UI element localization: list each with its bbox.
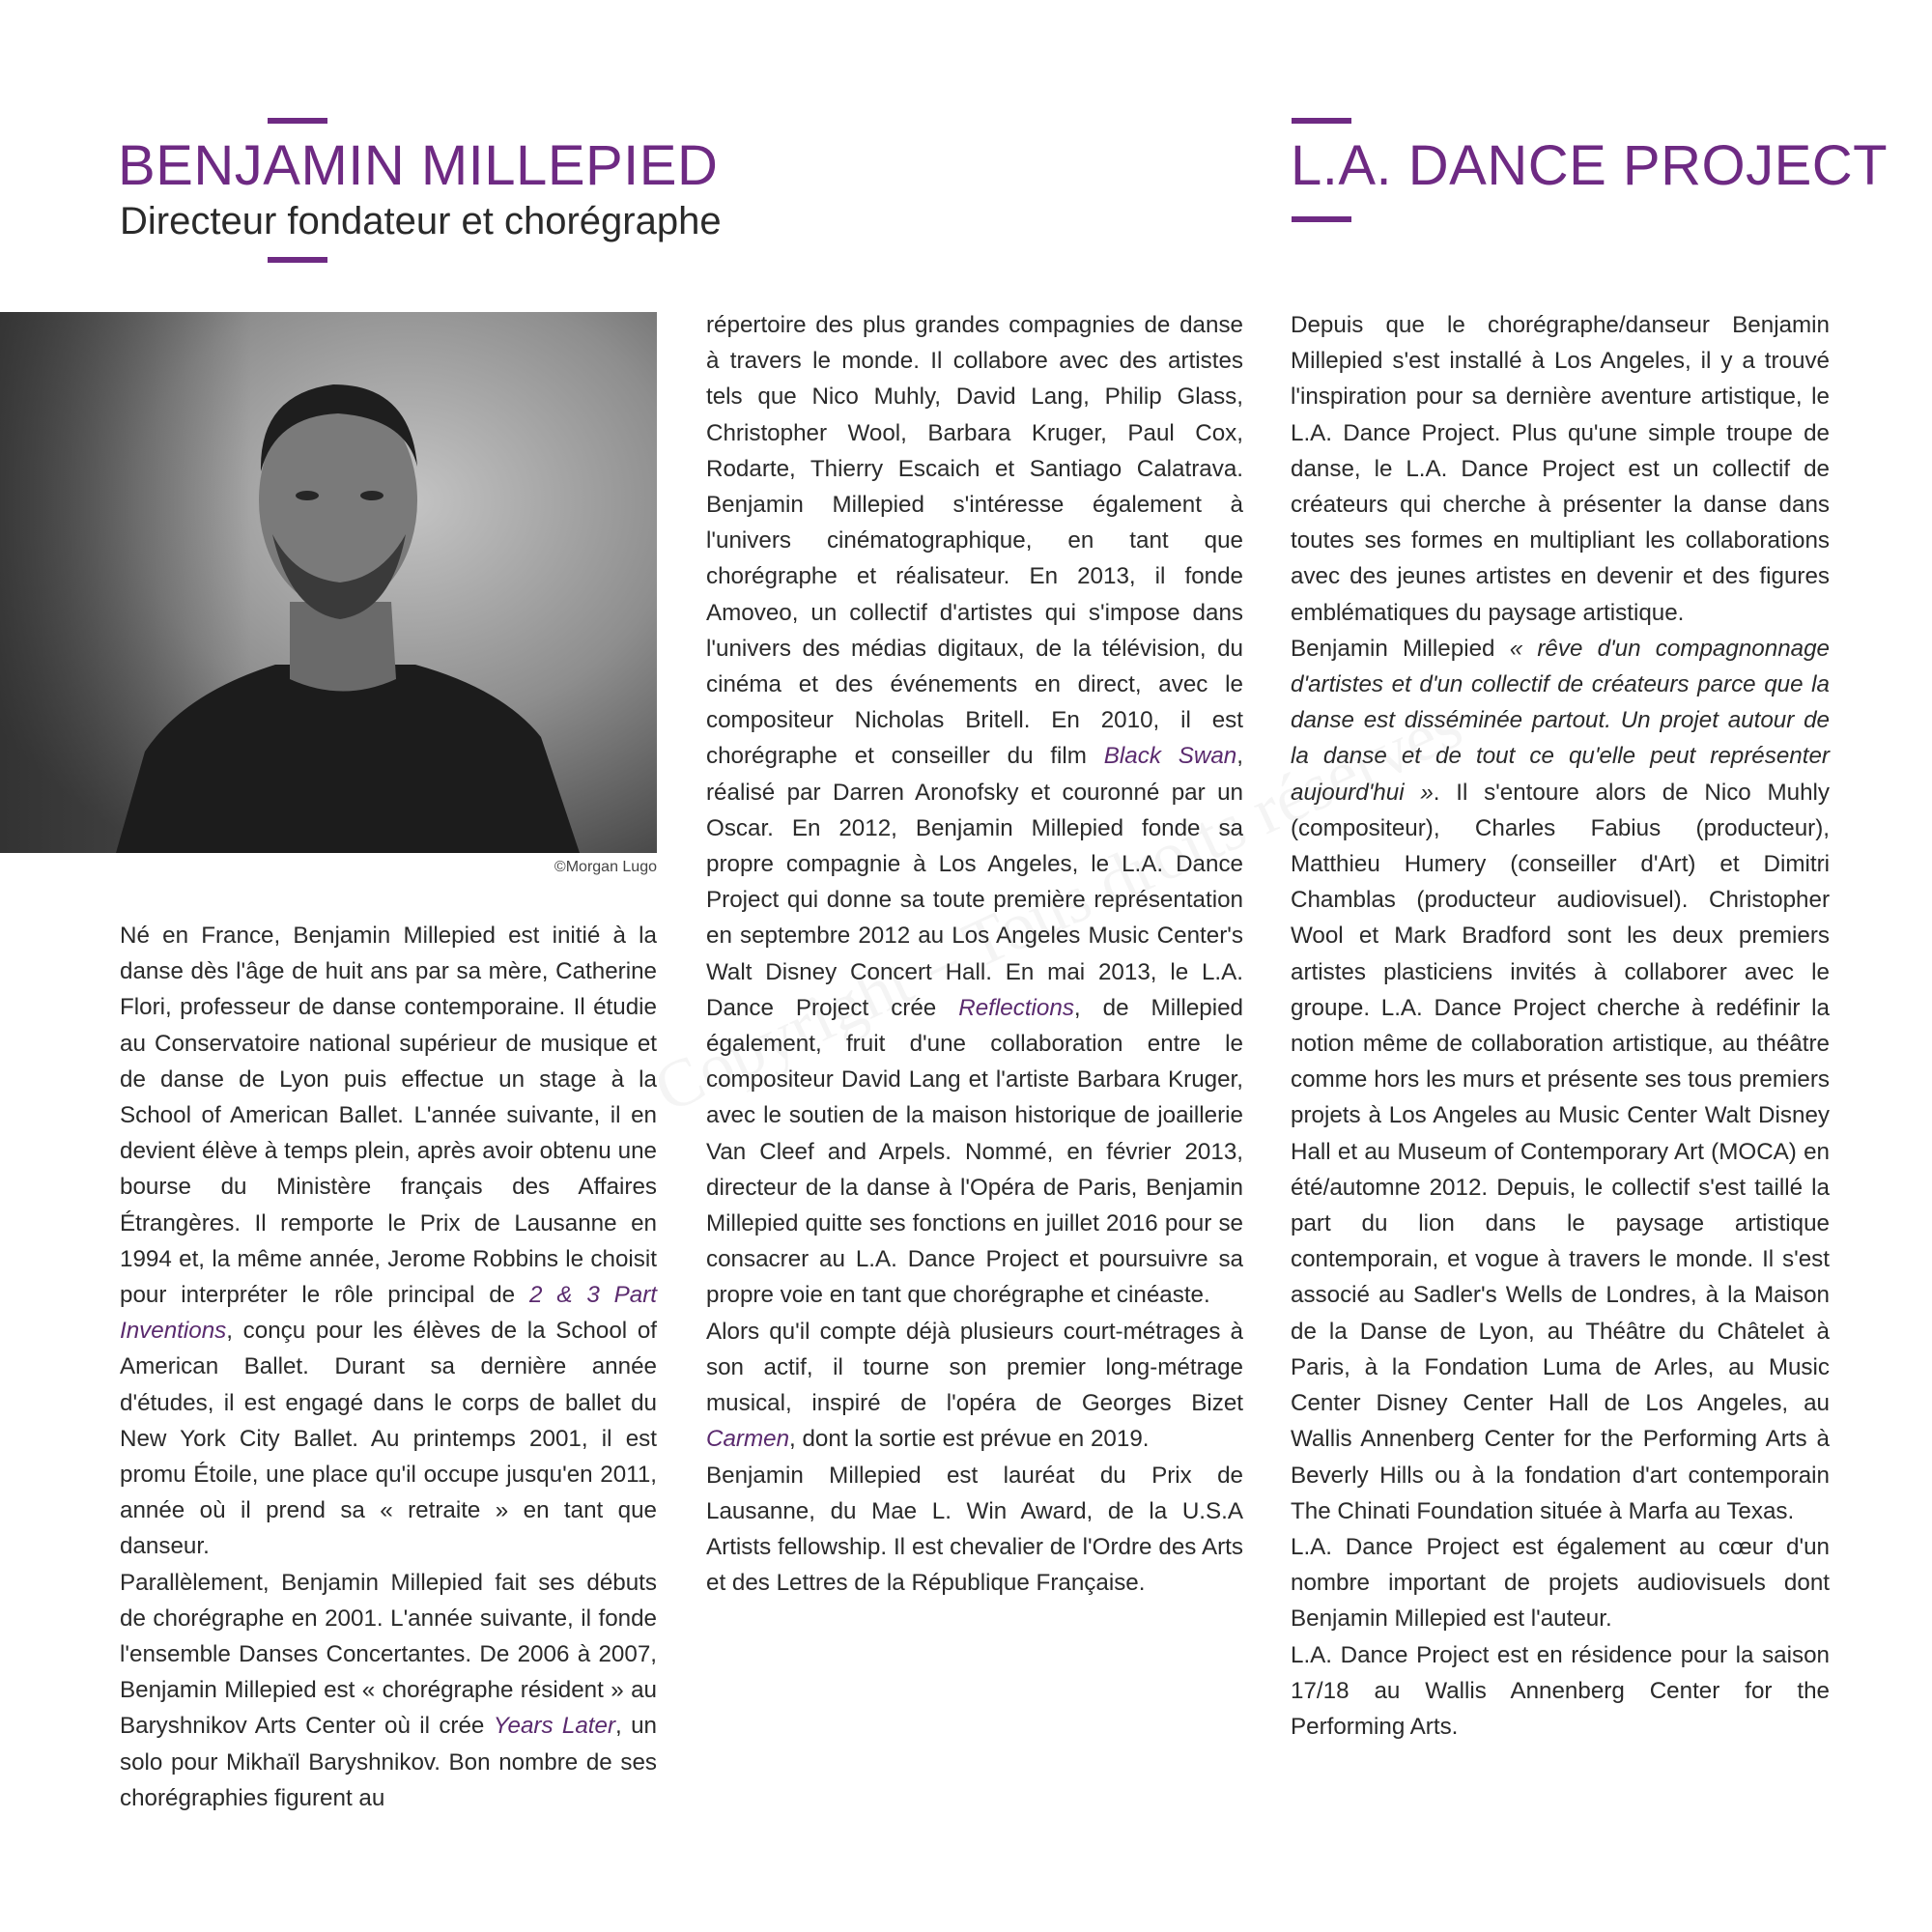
company-paragraph xyxy=(1291,631,1830,1529)
title-rule-top-right xyxy=(1292,118,1351,124)
biography-column-1 xyxy=(120,918,657,1816)
photo-credit: ©Morgan Lugo xyxy=(554,859,657,875)
work-title: 2 & 3 Part Inventions xyxy=(120,1282,657,1345)
company-paragraph: L.A. Dance Project est en résidence pour la saison 17/18 au Wallis Annenberg Center for the Performing Arts. xyxy=(1291,1641,1830,1740)
bio-text: , réalisé par Darren Aronofsky et couronné par un Oscar. En 2012, Benjamin Millepied fonde sa propre compagnie à Los Angeles, le L.A. Dance Project qui donne sa toute première représentation en septembre 2012 au Los Angeles Music Center's Walt Disney Concert Hall. En mai 2013, le L.A. Dance Project crée xyxy=(706,743,1243,1021)
bio-text: , dont la sortie est prévue en 2019. xyxy=(789,1426,1150,1453)
bio-text: Alors qu'il compte déjà plusieurs court-métrages à son actif, il tourne son premier long-métrage musical, inspiré de l'opéra de Georges Bizet xyxy=(706,1318,1243,1417)
bio-text: Parallèlement, Benjamin Millepied fait ses débuts de chorégraphe en 2001. L'année suivante, il fonde l'ensemble Danses Concertantes. De 2006 à 2007, Benjamin Millepied est « chorégraphe résident » au Baryshnikov Arts Center où il crée xyxy=(120,1569,657,1740)
title-rule-bottom-left xyxy=(268,257,327,263)
section-title-la-dance-project: L.A. DANCE PROJECT xyxy=(1291,134,1889,197)
bio-text: , conçu pour les élèves de la School of American Ballet. Durant sa dernière année d'études, il est engagé dans le corps de ballet du New York City Ballet. Au printemps 2001, il est promu Étoile, une place qu'il occupe jusqu'en 2011, année où il prend sa « retraite » en tant que danseur. xyxy=(120,1318,657,1560)
bio-paragraph xyxy=(120,1565,657,1816)
company-column xyxy=(1291,307,1830,1745)
work-title: Reflections xyxy=(958,994,1074,1021)
title-rule-top-left xyxy=(268,118,327,124)
bio-paragraph xyxy=(120,918,657,1565)
biography-column-2 xyxy=(706,307,1243,1601)
page-subtitle: Directeur fondateur et chorégraphe xyxy=(120,200,722,242)
bio-text: Né en France, Benjamin Millepied est initié à la danse dès l'âge de huit ans par sa mère, Catherine Flori, professeur de danse contemporaine. Il étudie au Conservatoire national supérieur de musique et de danse de Lyon puis effectue un stage à la School of American Ballet. L'année suivante, il en devient élève à temps plein, après avoir obtenu une bourse du Ministère français des Affaires Étrangères. Il remporte le Prix de Lausanne en 1994 et, la même année, Jerome Robbins le choisit pour interpréter le rôle principal de xyxy=(120,923,657,1309)
quote: « rêve d'un compagnonnage d'artistes et d'un collectif de créateurs parce que la danse est disséminée partout. Un projet autour de la danse et de tout ce qu'elle peut représenter aujourd'hui » xyxy=(1291,635,1830,806)
bio-text: répertoire des plus grandes compagnies de danse à travers le monde. Il collabore avec des artistes tels que Nico Muhly, David Lang, Philip Glass, Christopher Wool, Barbara Kruger, Paul Cox, Rodarte, Thierry Escaich et Santiago Calatrava. Benjamin Millepied s'intéresse également à l'univers cinématographique, en tant que chorégraphe et réalisateur. En 2013, il fonde Amoveo, un collectif d'artistes qui s'impose dans l'univers des médias digitaux, de la télévision, du cinéma et des événements en direct, avec le compositeur Nicholas Britell. En 2010, il est chorégraphe et conseiller du film xyxy=(706,312,1243,770)
title-rule-bottom-right xyxy=(1292,216,1351,222)
company-text: Benjamin Millepied xyxy=(1291,635,1510,662)
company-paragraph: L.A. Dance Project est également au cœur d'un nombre important de projets audiovisuels dont Benjamin Millepied est l'auteur. xyxy=(1291,1533,1830,1633)
company-text: . Il s'entoure alors de Nico Muhly (compositeur), Charles Fabius (producteur), Matthieu Humery (conseiller d'Art) et Dimitri Chamblas (producteur audiovisuel). Christopher Wool et Mark Bradford sont les deux premiers artistes plasticiens invités à collaborer avec le groupe. L.A. Dance Project cherche à redéfinir la notion même de collaboration artistique, au théâtre comme hors les murs et présente ses tous premiers projets à Los Angeles au Music Center Walt Disney Hall et au Museum of Contemporary Art (MOCA) en été/automne 2012. Depuis, le collectif s'est taillé la part du lion dans le paysage artistique contemporain, et vogue à travers le monde. Il s'est associé au Sadler's Wells de Londres, à la Maison de la Danse de Lyon, au Théâtre du Châtelet à Paris, à la Fondation Luma de Arles, au Music Center Disney Center Hall de Los Angeles, au Wallis Annenberg Center for the Performing Arts à Beverly Hills ou à la fondation d'art contemporain The Chinati Foundation située à Marfa au Texas. xyxy=(1291,779,1830,1524)
page-title-benjamin-millepied: BENJAMIN MILLEPIED xyxy=(118,134,719,197)
company-paragraph: Depuis que le chorégraphe/danseur Benjamin Millepied s'est installé à Los Angeles, il y a trouvé l'inspiration pour sa dernière aventure artistique, le L.A. Dance Project. Plus qu'une simple troupe de danse, le L.A. Dance Project est un collectif de créateurs qui cherche à présenter la danse dans toutes ses formes en multipliant les collaborations avec des jeunes artistes en devenir et des figures emblématiques du paysage artistique. xyxy=(1291,312,1830,626)
bio-text: , un solo pour Mikhaïl Baryshnikov. Bon nombre de ses chorégraphies figurent au xyxy=(120,1713,657,1811)
work-title: Years Later xyxy=(493,1713,616,1740)
portrait-photo xyxy=(0,312,657,853)
bio-paragraph xyxy=(706,307,1243,1314)
work-title: Carmen xyxy=(706,1426,790,1453)
bio-paragraph xyxy=(706,1314,1243,1458)
work-title: Black Swan xyxy=(1103,743,1237,770)
bio-paragraph: Benjamin Millepied est lauréat du Prix de Lausanne, du Mae L. Win Award, de la U.S.A Artists fellowship. Il est chevalier de l'Ordre des Arts et des Lettres de la République Française. xyxy=(706,1462,1243,1597)
bio-text: , de Millepied également, fruit d'une collaboration entre le compositeur David Lang et l'artiste Barbara Kruger, avec le soutien de la maison historique de joaillerie Van Cleef and Arpels. Nommé, en février 2013, directeur de la danse à l'Opéra de Paris, Benjamin Millepied quitte ses fonctions en juillet 2016 pour se consacrer au L.A. Dance Project et poursuivre sa propre voie en tant que chorégraphe et cinéaste. xyxy=(706,994,1243,1309)
